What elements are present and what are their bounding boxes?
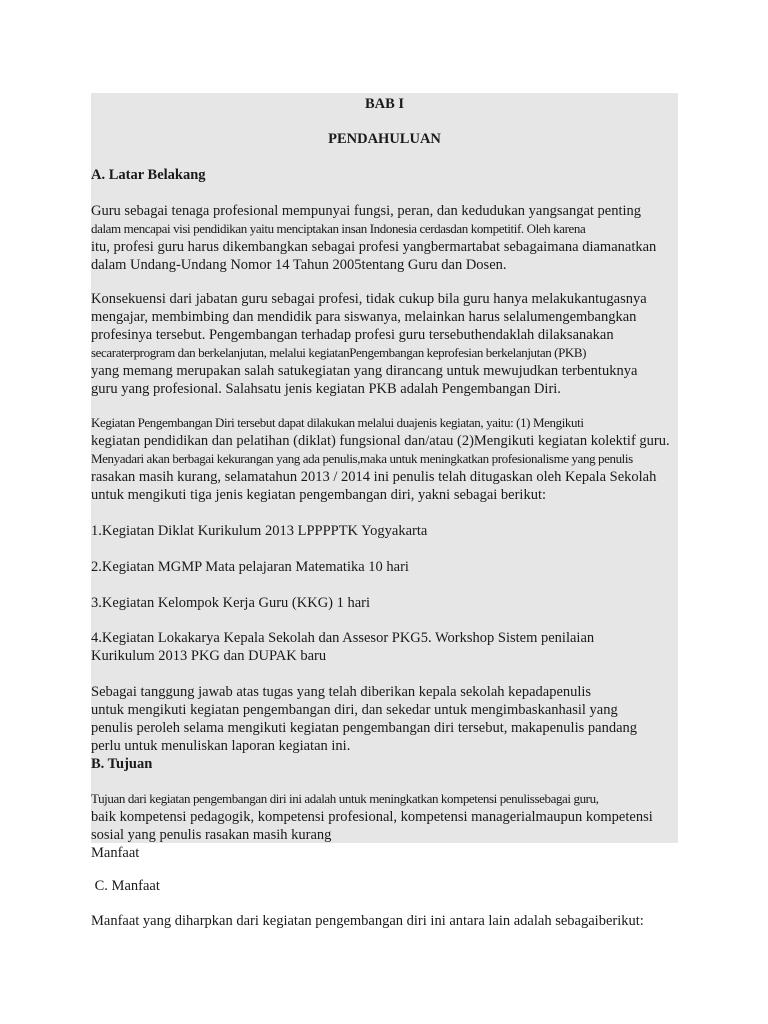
p3-line-1: Kegiatan Pengembangan Diri tersebut dapat dilakukan melalui duajenis kegiatan, yaitu: (1) Mengikuti — [91, 415, 584, 430]
p1-line-4: dalam Undang-Undang Nomor 14 Tahun 2005tentang Guru dan Dosen. — [91, 257, 507, 273]
p4-line-4: perlu untuk menuliskan laporan kegiatan ini. — [91, 738, 351, 754]
list-item-1: 1.Kegiatan Diklat Kurikulum 2013 LPPPPTK Yogyakarta — [91, 523, 428, 539]
p3-line-3: Menyadari akan berbagai kekurangan yang ada penulis,maka untuk meningkatkan profesionalisme yang penulis — [91, 451, 633, 466]
p2-line-3: profesinya tersebut. Pengembangan terhadap profesi guru tersebuthendaklah dilaksanakan — [91, 327, 614, 343]
section-c-heading: C. Manfaat — [91, 878, 160, 894]
p3-line-5: untuk mengikuti tiga jenis kegiatan pengembangan diri, yakni sebagai berikut: — [91, 487, 547, 503]
manfaat-label: Manfaat — [91, 845, 140, 861]
p5-line-2: baik kompetensi pedagogik, kompetensi profesional, kompetensi managerialmaupun kompetensi — [91, 809, 653, 825]
section-a-heading: A. Latar Belakang — [91, 167, 206, 183]
list-item-3: 3.Kegiatan Kelompok Kerja Guru (KKG) 1 hari — [91, 595, 371, 611]
p2-line-6: guru yang profesional. Salahsatu jenis kegiatan PKB adalah Pengembangan Diri. — [91, 381, 561, 397]
chapter-heading: BAB I — [364, 96, 405, 112]
p1-line-2: dalam mencapai visi pendidikan yaitu menciptakan insan Indonesia cerdasdan kompetitif. Oleh karena — [91, 221, 586, 236]
p5-line-1: Tujuan dari kegiatan pengembangan diri ini adalah untuk meningkatkan kompetensi penulissebagai guru, — [91, 791, 599, 806]
list-item-2: 2.Kegiatan MGMP Mata pelajaran Matematika 10 hari — [91, 559, 409, 575]
p2-line-2: mengajar, membimbing dan mendidik para siswanya, melainkan harus selalumengembangkan — [91, 309, 637, 325]
p2-line-4: secaraterprogram dan berkelanjutan, melalui kegiatanPengembangan keprofesian berkelanjutan (PKB) — [91, 345, 587, 360]
list-item-4-line-1: 4.Kegiatan Lokakarya Kepala Sekolah dan Assesor PKG5. Workshop Sistem penilaian — [91, 630, 595, 646]
p5-line-3: sosial yang penulis rasakan masih kurang — [91, 827, 332, 843]
p1-line-1: Guru sebagai tenaga profesional mempunyai fungsi, peran, dan kedudukan yangsangat penting — [91, 203, 642, 219]
p1-line-3: itu, profesi guru harus dikembangkan sebagai profesi yangbermartabat sebagaimana diamanatkan — [91, 239, 657, 255]
p2-line-1: Konsekuensi dari jabatan guru sebagai profesi, tidak cukup bila guru hanya melakukantugasnya — [91, 291, 647, 307]
p4-line-1: Sebagai tanggung jawab atas tugas yang telah diberikan kepala sekolah kepadapenulis — [91, 684, 592, 700]
section-b-heading: B. Tujuan — [91, 756, 153, 772]
p6-line-1: Manfaat yang diharpkan dari kegiatan pengembangan diri ini antara lain adalah sebagaiberikut: — [91, 913, 644, 929]
list-item-4-line-2: Kurikulum 2013 PKG dan DUPAK baru — [91, 648, 327, 664]
p4-line-3: penulis peroleh selama mengikuti kegiatan pengembangan diri tersebut, makapenulis pandang — [91, 720, 638, 736]
p2-line-5: yang memang merupakan salah satukegiatan yang dirancang untuk mewujudkan terbentuknya — [91, 363, 638, 379]
p4-line-2: untuk mengikuti kegiatan pengembangan diri, dan sekedar untuk mengimbaskanhasil yang — [91, 702, 618, 718]
p3-line-2: kegiatan pendidikan dan pelatihan (diklat) fungsional dan/atau (2)Mengikuti kegiatan kolektif guru. — [91, 433, 670, 449]
chapter-title: PENDAHULUAN — [328, 131, 441, 147]
p3-line-4: rasakan masih kurang, selamatahun 2013 / 2014 ini penulis telah ditugaskan oleh Kepala Sekolah — [91, 469, 657, 485]
